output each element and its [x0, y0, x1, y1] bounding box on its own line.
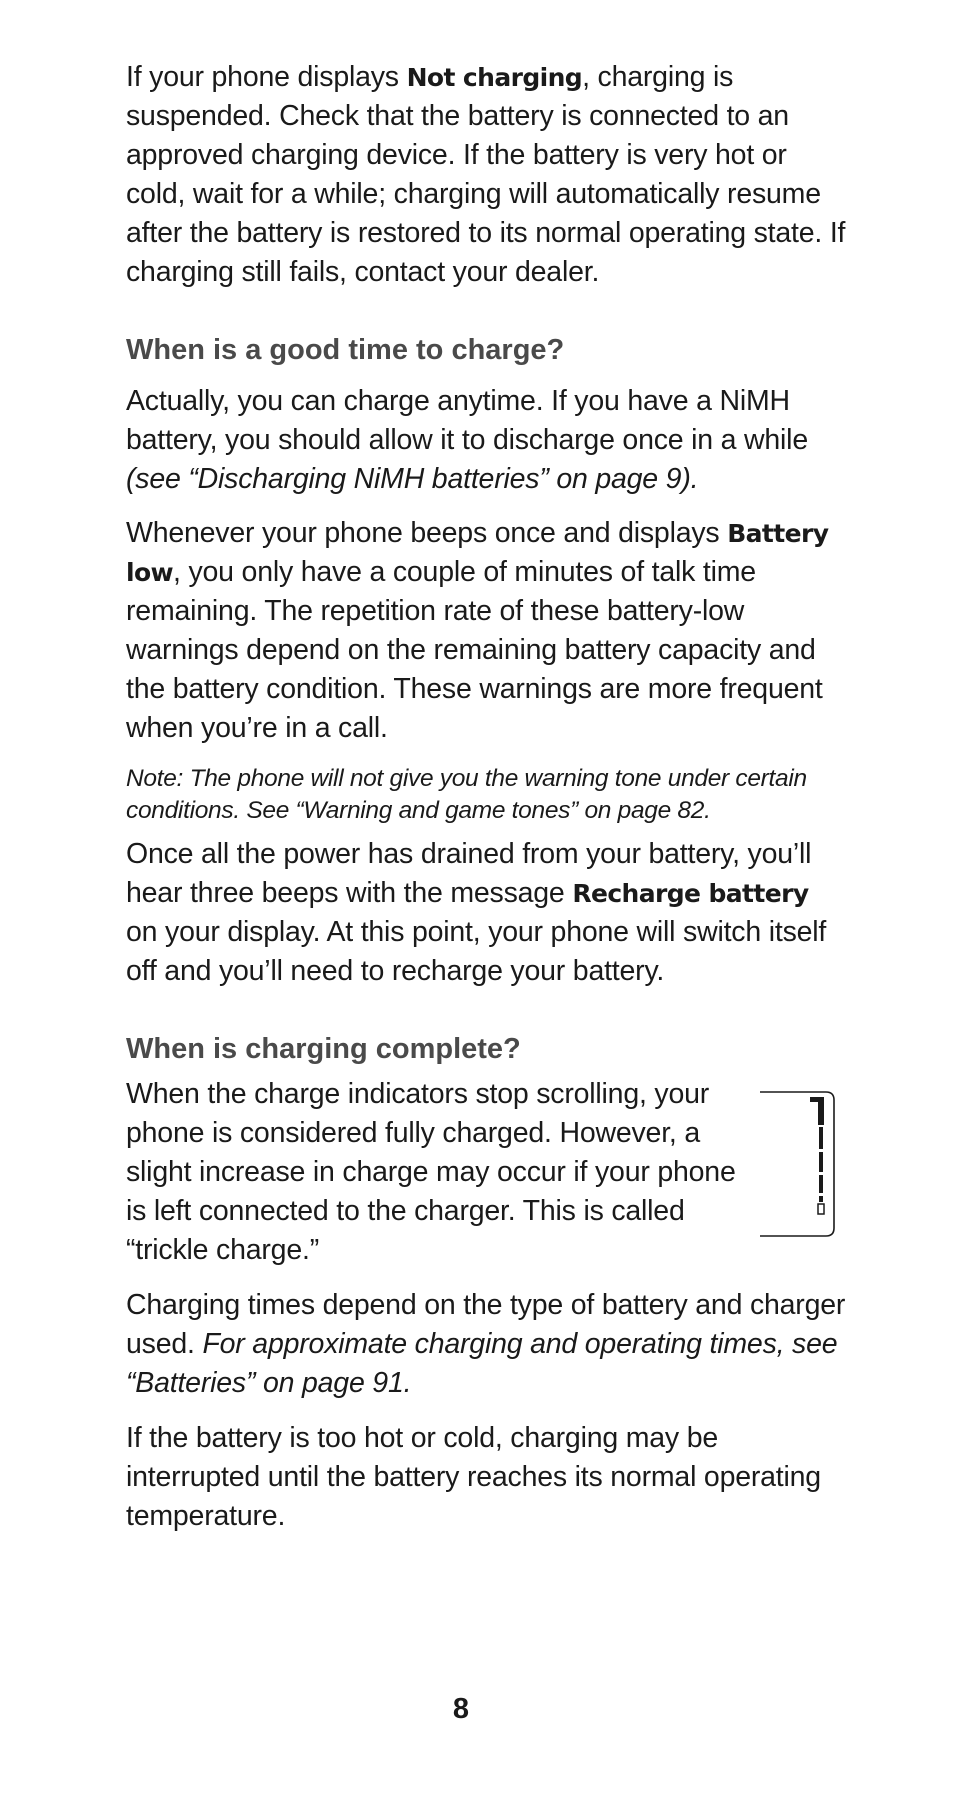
page-number: 8	[452, 1693, 470, 1725]
not-charging-keyword: Not charging	[406, 63, 583, 92]
good-time-to-charge-heading: When is a good time to charge?	[126, 334, 565, 366]
discharging-nimh-reference: (see “Discharging NiMH batteries” on page 9).	[126, 463, 699, 495]
warning-tone-note: Note: The phone will not give you the warning tone under certain conditions. See “Warning and game tones” on page 82.	[126, 765, 807, 824]
manual-page-content	[126, 58, 846, 1536]
recharge-battery-keyword: Recharge battery	[572, 879, 809, 908]
not-charging-paragraph: If your phone displays Not charging, charging is suspended. Check that the battery is connected to an approved charging device. If the battery is very hot or cold, wait for a while; charging will automatically resume after the battery is restored to its normal operating state. If charging still fails, contact your dealer.	[126, 61, 846, 288]
battery-low-keyword: Battery low	[126, 519, 829, 587]
charging-complete-heading: When is charging complete?	[126, 1033, 521, 1065]
recharge-battery-paragraph: Once all the power has drained from your battery, you’ll hear three beeps with the message Recharge battery on your display. At this point, your phone will switch itself off and you’ll need to recharge your battery.	[126, 838, 827, 987]
temperature-paragraph: If the battery is too hot or cold, charging may be interrupted until the battery reaches its normal operating temperature.	[126, 1422, 821, 1532]
battery-charge-indicator-icon	[760, 1091, 836, 1237]
battery-low-paragraph: Whenever your phone beeps once and displays Battery low, you only have a couple of minutes of talk time remaining. The repetition rate of these battery-low warnings depend on the remaining battery capacity and the battery condition. These warnings are more frequent when you’re in a call.	[126, 517, 829, 744]
trickle-charge-paragraph: When the charge indicators stop scrolling, your phone is considered fully charged. However, a slight increase in charge may occur if your phone is left connected to the charger. This is called “trickle charge.”	[126, 1078, 736, 1266]
charging-complete-section	[126, 1075, 846, 1270]
batteries-reference: For approximate charging and operating times, see “Batteries” on page 91.	[126, 1328, 838, 1399]
charge-anytime-paragraph: Actually, you can charge anytime. If you have a NiMH battery, you should allow it to discharge once in a while (see “Discharging NiMH batteries” on page 9).	[126, 385, 808, 495]
charging-times-paragraph: Charging times depend on the type of battery and charger used. For approximate charging and operating times, see “Batteries” on page 91.	[126, 1289, 846, 1399]
